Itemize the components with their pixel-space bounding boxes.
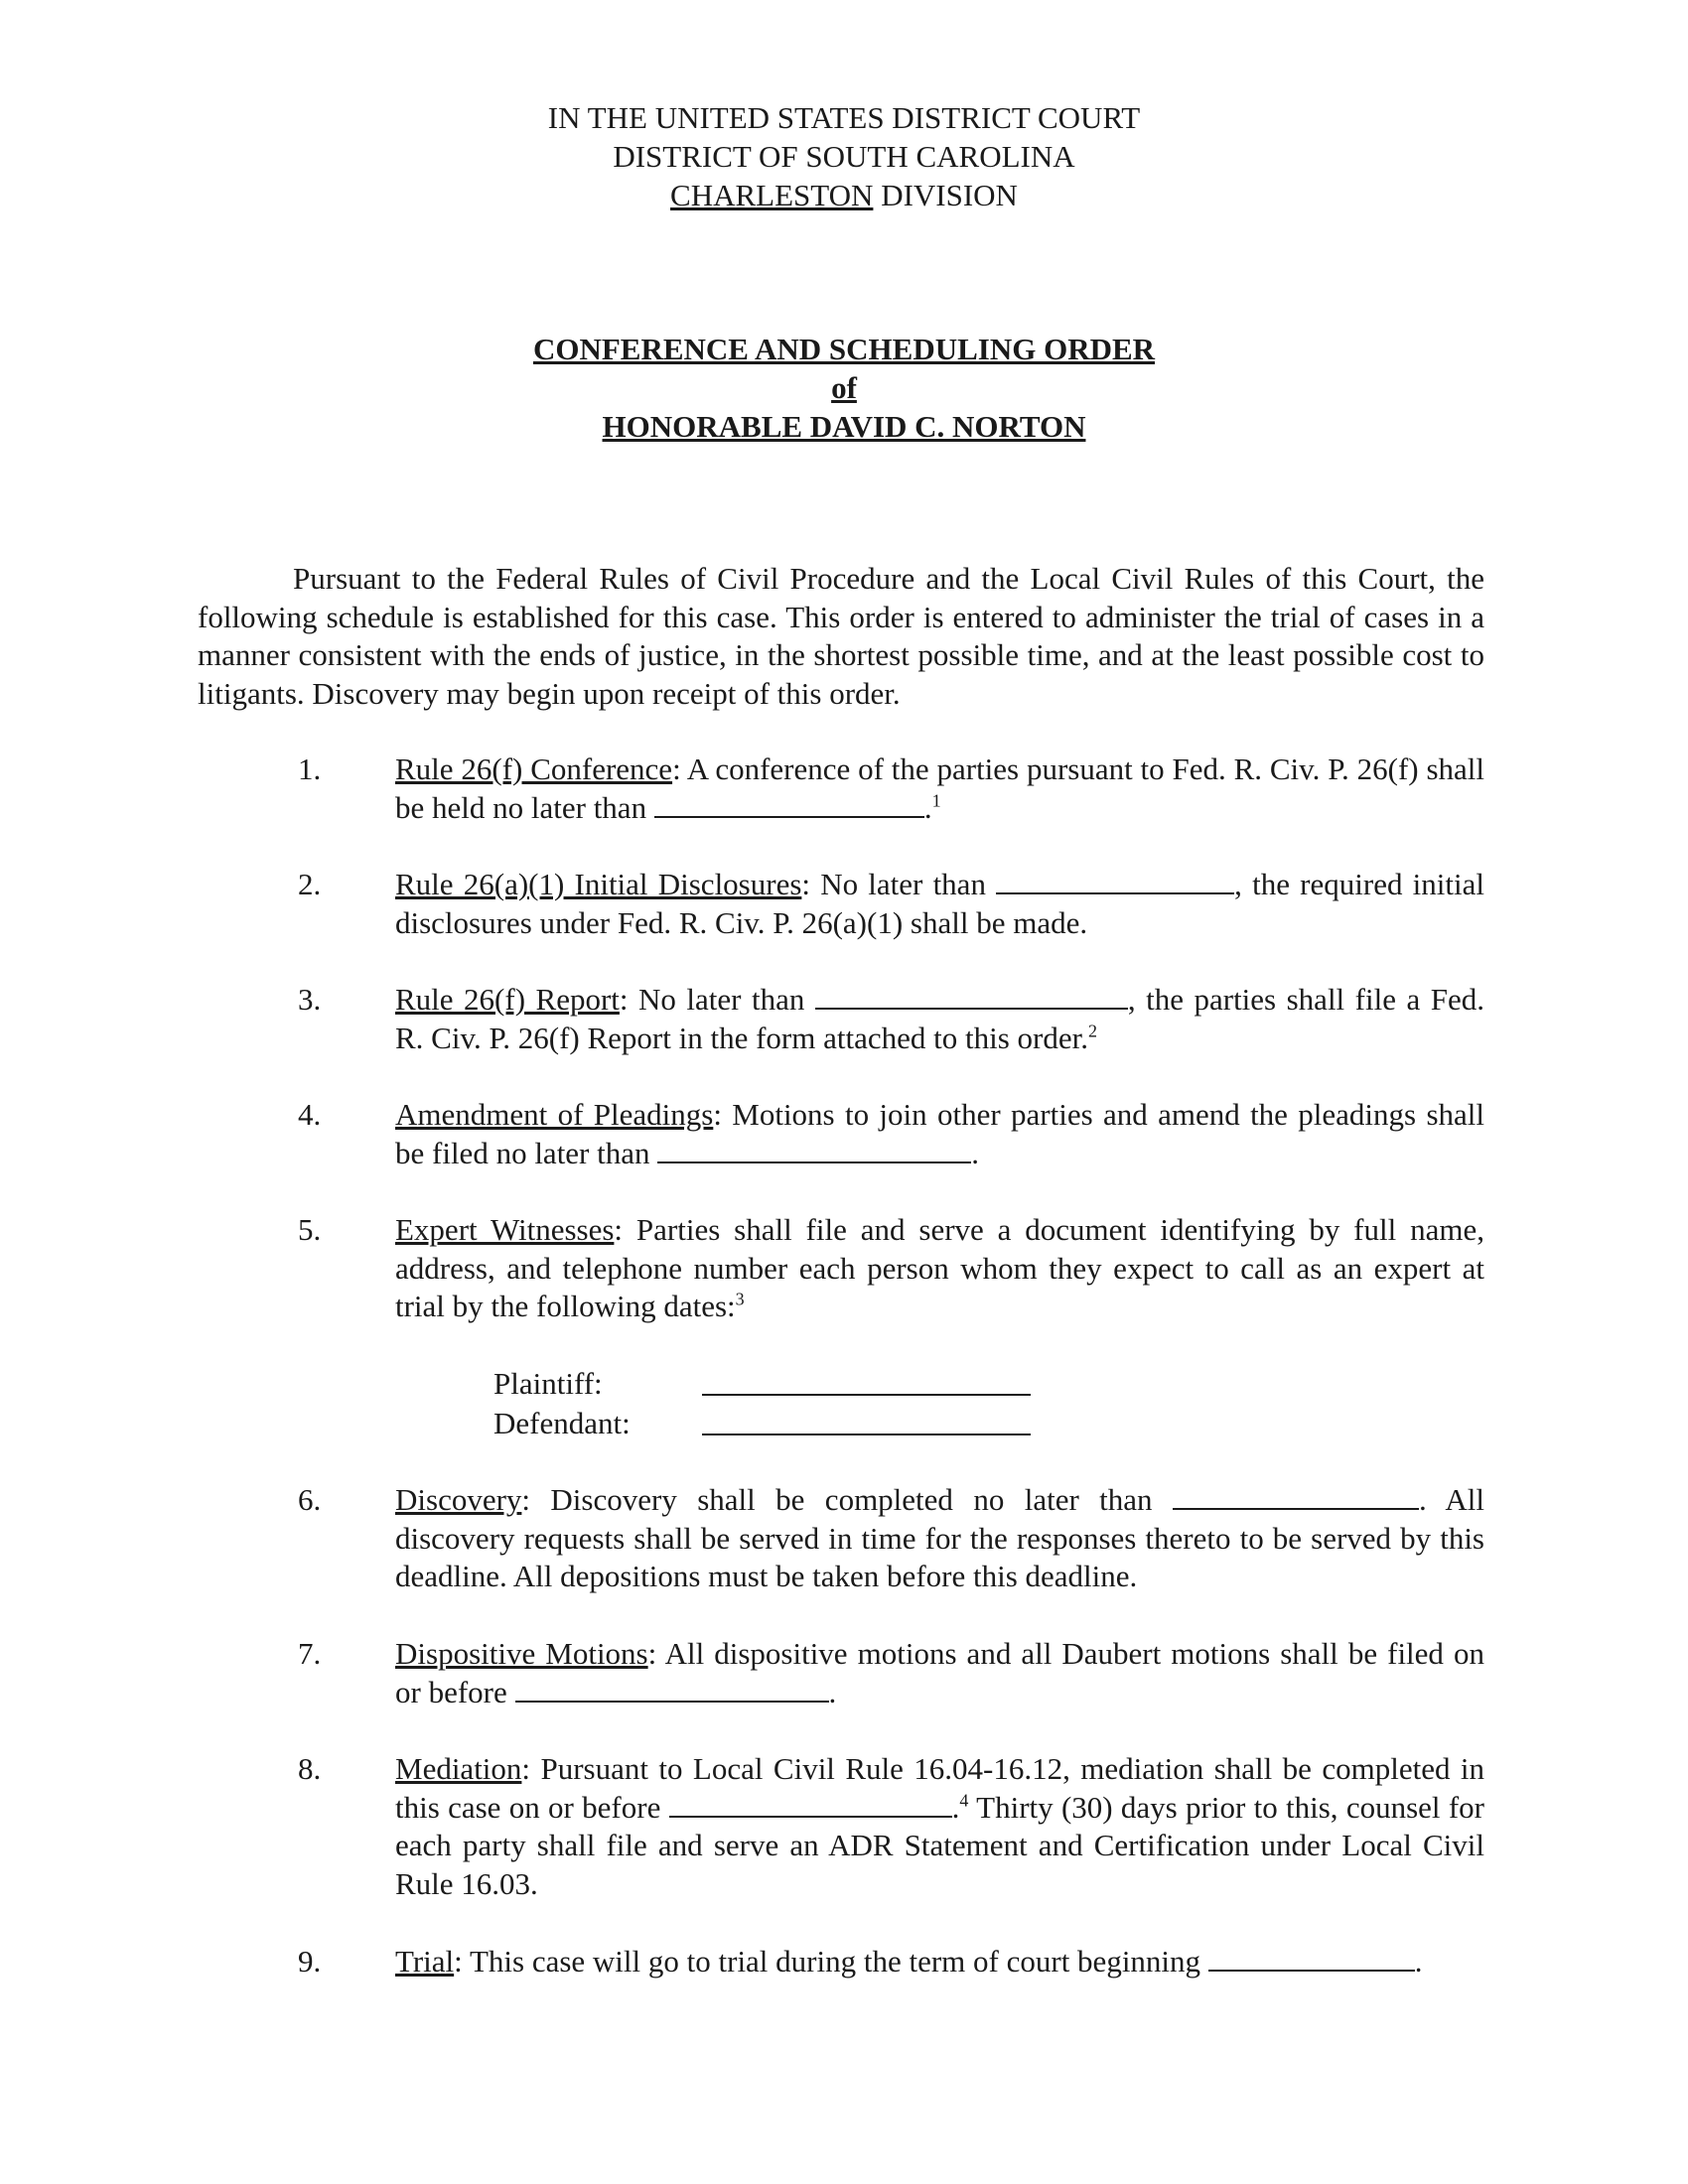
item-heading: Amendment of Pleadings bbox=[395, 1097, 714, 1132]
item-text: Discovery: Discovery shall be completed no later than . All discovery requests shall be served in time for the responses thereto to be served by this deadline. All depositions must be taken before this deadline. bbox=[395, 1482, 1484, 1593]
judge-name: HONORABLE DAVID C. NORTON bbox=[602, 409, 1086, 444]
item-text: Expert Witnesses: Parties shall file and serve a document identifying by full name, address, and telephone number each person whom they expect to call as an expert at trial by the following dates:$^3$ bbox=[395, 1212, 1484, 1323]
item-number: 2. bbox=[298, 867, 322, 901]
footnote-ref: 1 bbox=[931, 790, 941, 811]
defendant-label: Defendant: bbox=[493, 1406, 631, 1440]
division-city: CHARLESTON bbox=[670, 178, 874, 212]
date-blank[interactable] bbox=[669, 1790, 952, 1818]
item-heading: Trial bbox=[395, 1944, 455, 1979]
item-text: Rule 26(f) Report: No later than , the parties shall file a Fed. R. Civ. P. 26(f) Report in the form attached to this order.$^2$ bbox=[395, 982, 1484, 1055]
footnote-ref: 4 bbox=[959, 1790, 969, 1811]
item-text: Trial: This case will go to trial during the term of court beginning . bbox=[395, 1944, 1423, 1979]
footnote-ref: 3 bbox=[735, 1289, 745, 1309]
item-number: 5. bbox=[298, 1212, 322, 1247]
item-heading: Expert Witnesses bbox=[395, 1212, 615, 1247]
item-number: 8. bbox=[298, 1751, 322, 1786]
division-word: DIVISION bbox=[873, 178, 1018, 212]
date-blank[interactable] bbox=[996, 867, 1234, 894]
item-text: Amendment of Pleadings: Motions to join other parties and amend the pleadings shall be filed no later than . bbox=[395, 1097, 1484, 1170]
item-number: 1. bbox=[298, 751, 322, 786]
court-header bbox=[0, 98, 1688, 214]
item-number: 4. bbox=[298, 1097, 322, 1132]
court-name: IN THE UNITED STATES DISTRICT COURT bbox=[547, 100, 1141, 135]
intro-paragraph: Pursuant to the Federal Rules of Civil Procedure and the Local Civil Rules of this Court, the following schedule is established for this case. This order is entered to administer the trial of cases in a manner consistent with the ends of justice, in the shortest possible time, and at the least possible cost to litigants. Discovery may begin upon receipt of this order. bbox=[198, 561, 1484, 711]
item-number: 9. bbox=[298, 1944, 322, 1979]
item-heading: Rule 26(f) Report bbox=[395, 982, 620, 1017]
district-name: DISTRICT OF SOUTH CAROLINA bbox=[613, 139, 1075, 174]
order-title-line1: CONFERENCE AND SCHEDULING ORDER bbox=[532, 332, 1156, 366]
item-text: Mediation: Pursuant to Local Civil Rule 16.04-16.12, mediation shall be completed in this case on or before .$^4$ Thirty (30) days prior to this, counsel for each party shall file and serve an ADR Statement and Certification under Local Civil Rule 16.03. bbox=[395, 1751, 1484, 1901]
item-number: 3. bbox=[298, 982, 322, 1017]
date-blank[interactable] bbox=[515, 1675, 829, 1703]
date-blank[interactable] bbox=[657, 1136, 971, 1163]
item-heading: Discovery bbox=[395, 1482, 522, 1517]
date-blank[interactable] bbox=[815, 982, 1128, 1010]
item-heading: Rule 26(f) Conference bbox=[395, 751, 673, 786]
order-title bbox=[0, 330, 1688, 446]
date-blank[interactable] bbox=[1208, 1944, 1415, 1972]
order-title-line2: of bbox=[831, 370, 857, 405]
date-blank[interactable] bbox=[654, 790, 924, 818]
item-text: Rule 26(a)(1) Initial Disclosures: No later than , the required initial disclosures under Fed. R. Civ. P. 26(a)(1) shall be made. bbox=[395, 867, 1484, 940]
item-number: 7. bbox=[298, 1636, 322, 1671]
plaintiff-date-blank[interactable] bbox=[702, 1394, 1031, 1396]
item-heading: Rule 26(a)(1) Initial Disclosures bbox=[395, 867, 802, 901]
footnote-ref: 2 bbox=[1087, 1021, 1097, 1041]
date-blank[interactable] bbox=[1173, 1482, 1419, 1510]
defendant-date-blank[interactable] bbox=[702, 1433, 1031, 1435]
plaintiff-label: Plaintiff: bbox=[493, 1366, 603, 1401]
item-heading: Dispositive Motions bbox=[395, 1636, 648, 1671]
item-number: 6. bbox=[298, 1482, 322, 1517]
item-text: Rule 26(f) Conference: A conference of the parties pursuant to Fed. R. Civ. P. 26(f) shall be held no later than .$^1$ bbox=[395, 751, 1484, 825]
division-name bbox=[0, 176, 1688, 214]
item-text: Dispositive Motions: All dispositive motions and all Daubert motions shall be filed on or before . bbox=[395, 1636, 1484, 1709]
item-heading: Mediation bbox=[395, 1751, 522, 1786]
